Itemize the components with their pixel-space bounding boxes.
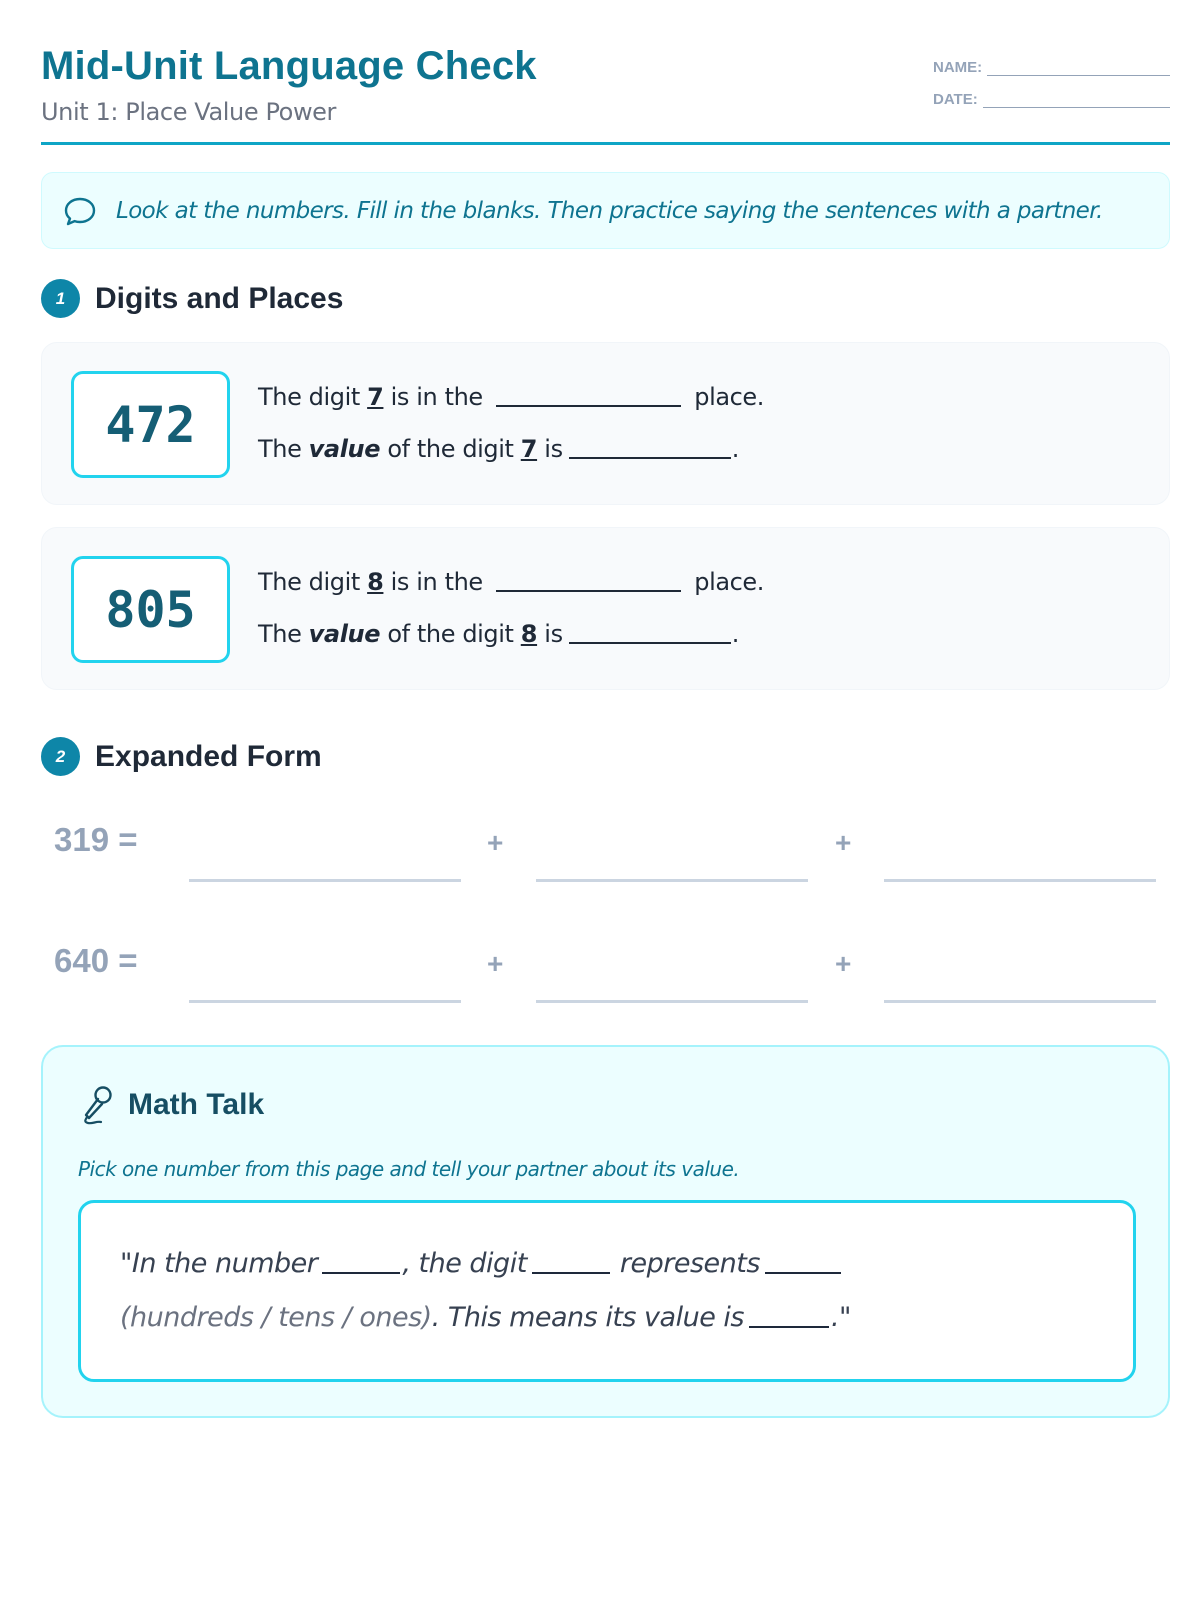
value-sentence [258, 618, 764, 648]
expanded-blank-ones[interactable] [884, 1000, 1156, 1003]
worksheet-title: Mid-Unit Language Check [41, 44, 537, 88]
target-digit: 8 [520, 620, 538, 648]
frame-text: ." [830, 1302, 851, 1333]
name-label: NAME: [933, 59, 983, 76]
sentence-text: place. [687, 383, 765, 411]
section-1-title: Digits and Places [95, 281, 344, 315]
expanded-number-label: 319 = [54, 821, 138, 858]
value-word: value [308, 435, 381, 463]
place-blank[interactable] [496, 572, 681, 592]
value-word: value [308, 620, 381, 648]
expanded-blank-tens[interactable] [536, 879, 808, 882]
sentence-frame [78, 1200, 1136, 1382]
place-sentence [258, 381, 764, 411]
sentence-text: The digit [258, 383, 368, 411]
expanded-blank-tens[interactable] [536, 1000, 808, 1003]
value-blank[interactable] [569, 624, 731, 644]
frame-text: , the digit [402, 1248, 527, 1279]
section-2-header [41, 737, 322, 776]
value-sentence [258, 433, 764, 463]
expanded-form-row [41, 934, 1170, 1004]
place-sentence [258, 566, 764, 596]
expanded-form-row [41, 813, 1170, 883]
digit-card [41, 342, 1170, 505]
plus-sign: + [487, 827, 504, 858]
target-digit: 8 [367, 568, 384, 596]
section-2-number: 2 [41, 737, 80, 776]
date-label: DATE: [933, 91, 978, 108]
plus-sign: + [487, 948, 504, 979]
target-digit: 7 [520, 435, 538, 463]
section-1-number: 1 [41, 279, 80, 318]
frame-text: "In the number [120, 1248, 318, 1279]
expanded-blank-hundreds[interactable] [189, 879, 461, 882]
plus-sign: + [835, 827, 852, 858]
math-talk-panel [41, 1045, 1170, 1418]
math-talk-title: Math Talk [128, 1088, 265, 1121]
sentence-frame-line-1 [120, 1247, 1133, 1279]
frame-text: . This means its value is [431, 1302, 744, 1333]
expanded-blank-ones[interactable] [884, 879, 1156, 882]
sentence-text: . [731, 435, 739, 463]
digit-card [41, 527, 1170, 690]
sentence-text: is [537, 435, 563, 463]
value-blank[interactable] [569, 439, 731, 459]
number-blank[interactable] [322, 1254, 400, 1274]
number-box: 805 [71, 556, 230, 663]
sentence-text: place. [687, 568, 765, 596]
worksheet-header [41, 0, 1170, 145]
worksheet-subtitle: Unit 1: Place Value Power [41, 98, 337, 126]
date-field[interactable] [933, 91, 1170, 108]
sentence-frame-line-2 [120, 1301, 1133, 1333]
sentence-text: The [258, 435, 309, 463]
value-blank[interactable] [749, 1308, 829, 1328]
number-box: 472 [71, 371, 230, 478]
target-digit: 7 [367, 383, 384, 411]
math-talk-instruction: Pick one number from this page and tell your partner about its value. [78, 1157, 740, 1181]
digit-sentences [258, 381, 764, 463]
math-talk-header [80, 1085, 264, 1125]
name-field[interactable] [933, 59, 1170, 76]
expanded-blank-hundreds[interactable] [189, 1000, 461, 1003]
sentence-text: of the digit [380, 620, 521, 648]
sentence-text: . [731, 620, 739, 648]
section-2-title: Expanded Form [95, 739, 322, 773]
speech-bubble-icon [62, 193, 98, 229]
expanded-number-label: 640 = [54, 942, 138, 979]
microphone-icon [80, 1085, 114, 1125]
place-options: (hundreds / tens / ones) [120, 1302, 432, 1333]
digit-sentences [258, 566, 764, 648]
date-blank[interactable] [983, 94, 1170, 108]
sentence-text: is in the [383, 383, 490, 411]
frame-text: represents [611, 1248, 760, 1279]
sentence-text: is [537, 620, 563, 648]
worksheet-page [41, 0, 1170, 1333]
instruction-banner [41, 172, 1170, 249]
plus-sign: + [835, 948, 852, 979]
sentence-text: is in the [383, 568, 490, 596]
place-blank[interactable] [496, 387, 681, 407]
sentence-text: The digit [258, 568, 368, 596]
instruction-text: Look at the numbers. Fill in the blanks. Then practice saying the sentences with a partner. [116, 197, 1103, 224]
represents-blank[interactable] [765, 1254, 841, 1274]
section-1-header [41, 279, 343, 318]
sentence-text: The [258, 620, 309, 648]
name-blank[interactable] [987, 62, 1170, 76]
digit-blank[interactable] [532, 1254, 610, 1274]
sentence-text: of the digit [380, 435, 521, 463]
